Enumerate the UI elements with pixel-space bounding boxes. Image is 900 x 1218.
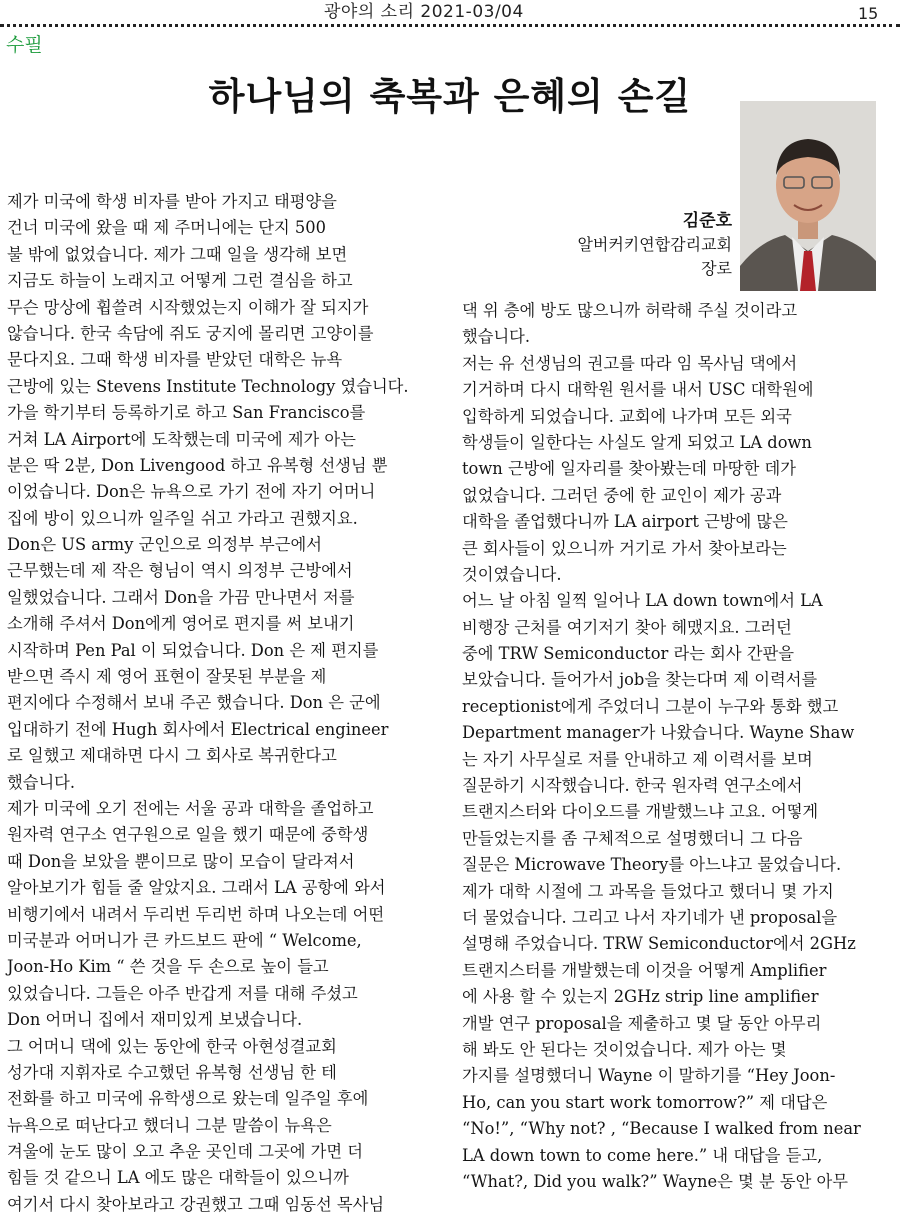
text-line: Ho, can you start work tomorrow?” 제 대답은 [462, 1092, 828, 1112]
text-line: 는 자기 사무실로 저를 안내하고 제 이력서를 보며 [462, 749, 813, 769]
article-title: 하나님의 축복과 은혜의 손길 [208, 75, 692, 118]
page-number: 15 [858, 4, 879, 23]
page-header [0, 0, 900, 24]
text-line: 편지에다 수정해서 보내 주곤 했습니다. Don 은 군에 [7, 693, 381, 713]
text-line: 로 일했고 제대하면 다시 그 회사로 복귀한다고 [7, 746, 337, 766]
text-line: 성가대 지휘자로 수고했던 유복형 선생님 한 테 [7, 1062, 337, 1082]
text-line: 근무했는데 제 작은 형님이 역시 의정부 근방에서 [7, 561, 353, 581]
section-label: 수필 [6, 34, 43, 56]
text-line: 입대하기 전에 Hugh 회사에서 Electrical engineer [7, 719, 389, 739]
text-line: 그 어머니 댁에 있는 동안에 한국 아현성결교회 [7, 1036, 337, 1056]
text-line: Don은 US army 군인으로 의정부 부근에서 [7, 535, 322, 555]
text-line: Department manager가 나왔습니다. Wayne Shaw [462, 723, 855, 743]
text-line: 집에 방이 있으니까 일주일 쉬고 가라고 권했지요. [7, 508, 358, 528]
text-line: 만들었는지를 좀 구체적으로 설명했더니 그 다음 [462, 828, 803, 848]
text-line: 않습니다. 한국 속담에 쥐도 궁지에 몰리면 고양이를 [7, 323, 374, 343]
text-line: 트랜지스터를 개발했는데 이것을 어떻게 Amplifier [462, 960, 827, 980]
text-line: 더 물었습니다. 그리고 나서 자기네가 낸 proposal을 [462, 907, 838, 927]
text-line: 여기서 다시 찾아보라고 강권했고 그때 임동선 목사님 [7, 1194, 385, 1214]
text-line: 무슨 망상에 휩쓸려 시작했었는지 이해가 잘 되지가 [7, 297, 369, 317]
text-line: 없었습니다. 그러던 중에 한 교인이 제가 공과 [462, 485, 782, 505]
text-line: Joon-Ho Kim “ 쓴 것을 두 손으로 높이 들고 [7, 957, 329, 977]
author-byline [472, 209, 732, 281]
text-line: 해 봐도 안 된다는 것이었습니다. 제가 아는 몇 [462, 1039, 787, 1059]
author-name: 김준호 [682, 211, 732, 231]
text-line: 에 사용 할 수 있는지 2GHz strip line amplifier [462, 987, 819, 1007]
text-line: 분은 딱 2분, Don Livengood 하고 유복형 선생님 뿐 [7, 455, 388, 475]
text-line: 이었습니다. Don은 뉴욕으로 가기 전에 자기 어머니 [7, 482, 376, 502]
text-line: 비행기에서 내려서 두리번 두리번 하며 나오는데 어떤 [7, 904, 385, 924]
text-line: 큰 회사들이 있으니까 거기로 가서 찾아보라는 [462, 538, 787, 558]
text-line: 시작하며 Pen Pal 이 되었습니다. Don 은 제 편지를 [7, 640, 379, 660]
text-line: 전화를 하고 미국에 유학생으로 왔는데 일주일 후에 [7, 1089, 369, 1109]
text-line: 힘들 것 같으니 LA 에도 많은 대학들이 있으니까 [7, 1168, 349, 1188]
text-line: 소개해 주셔서 Don에게 영어로 편지를 써 보내기 [7, 614, 355, 634]
text-line: 제가 미국에 학생 비자를 받아 가지고 태평양을 [7, 192, 337, 211]
text-line: 근방에 있는 Stevens Institute Technology 였습니다. [7, 376, 409, 396]
text-line: 보았습니다. 들어가서 job을 찾는다며 제 이력서를 [462, 670, 818, 690]
text-line: 학생들이 일한다는 사실도 알게 되었고 LA down [462, 432, 812, 452]
text-line: 했습니다. [462, 327, 531, 347]
text-line: 어느 날 아침 일찍 일어나 LA down town에서 LA [462, 591, 823, 611]
text-line: 질문은 Microwave Theory를 아느냐고 물었습니다. [462, 855, 842, 875]
text-line: 비행장 근처를 여기저기 찾아 헤맸지요. 그러던 [462, 617, 792, 637]
text-line: Don 어머니 집에서 재미있게 보냈습니다. [7, 1010, 303, 1030]
text-line: “No!”, “Why not? , “Because I walked from near [462, 1119, 861, 1139]
text-line: 가을 학기부터 등록하기로 하고 San Francisco를 [7, 403, 366, 423]
text-line: town 근방에 일자리를 찾아봤는데 마땅한 데가 [462, 459, 797, 479]
text-line: 설명해 주었습니다. TRW Semiconductor에서 2GHz [462, 934, 856, 954]
text-line: receptionist에게 주었더니 그분이 누구와 통화 했고 [462, 696, 839, 716]
text-line: 문다지요. 그때 학생 비자를 받았던 대학은 뉴욕 [7, 350, 343, 370]
author-position: 장로 [701, 259, 732, 278]
text-line: 가지를 설명했더니 Wayne 이 말하기를 “Hey Joon- [462, 1066, 836, 1086]
text-line: 트랜지스터와 다이오드를 개발했느냐 고요. 어떻게 [462, 802, 819, 822]
text-line: 거쳐 LA Airport에 도착했는데 미국에 제가 아는 [7, 429, 356, 449]
text-line: 일했었습니다. 그래서 Don을 가끔 만나면서 저를 [7, 587, 355, 607]
text-line: 개발 연구 proposal을 제출하고 몇 달 동안 아무리 [462, 1013, 822, 1033]
text-line: “What?, Did you walk?” Wayne은 몇 분 동안 아무 [462, 1171, 848, 1191]
right-column-text [462, 298, 892, 1195]
text-line: 건너 미국에 왔을 때 제 주머니에는 단지 500 [7, 218, 326, 238]
author-photo [740, 101, 876, 291]
text-line: 제가 미국에 오기 전에는 서울 공과 대학을 졸업하고 [7, 798, 374, 818]
text-line: 있었습니다. 그들은 아주 반갑게 저를 대해 주셨고 [7, 983, 358, 1003]
publication-title: 광야의 소리 2021-03/04 [324, 2, 524, 22]
text-line: LA down town to come here.” 내 대답을 듣고, [462, 1145, 823, 1165]
text-line: 지금도 하늘이 노래지고 어떻게 그런 결심을 하고 [7, 271, 353, 291]
text-line: 미국분과 어머니가 큰 카드보드 판에 “ Welcome, [7, 930, 362, 950]
header-divider [0, 24, 900, 27]
text-line: 뉴욕으로 떠난다고 했더니 그분 말씀이 뉴욕은 [7, 1115, 332, 1135]
text-line: 제가 대학 시절에 그 과목을 들었다고 했더니 몇 가지 [462, 881, 834, 901]
text-line: 겨울에 눈도 많이 오고 추운 곳인데 그곳에 가면 더 [7, 1142, 363, 1162]
text-line: 것이였습니다. [462, 564, 562, 584]
text-line: 중에 TRW Semiconductor 라는 회사 간판을 [462, 644, 794, 664]
text-line: 때 Don을 보았을 뿐이므로 많이 모습이 달라져서 [7, 851, 355, 871]
text-line: 알아보기가 힘들 줄 알았지요. 그래서 LA 공항에 와서 [7, 878, 386, 898]
text-line: 불 밖에 없었습니다. 제가 그때 일을 생각해 보면 [7, 244, 348, 264]
text-line: 질문하기 시작했습니다. 한국 원자력 연구소에서 [462, 776, 803, 796]
author-church: 알버커키연합감리교회 [577, 235, 732, 254]
text-line: 했습니다. [7, 772, 76, 792]
text-line: 입학하게 되었습니다. 교회에 나가며 모든 외국 [462, 406, 792, 426]
text-line: 저는 유 선생님의 권고를 따라 임 목사님 댁에서 [462, 353, 798, 373]
left-column-text [7, 189, 437, 1218]
text-line: 대학을 졸업했다니까 LA airport 근방에 많은 [462, 512, 788, 532]
text-line: 원자력 연구소 연구원으로 일을 했기 때문에 중학생 [7, 825, 369, 845]
text-line: 댁 위 층에 방도 많으니까 허락해 주실 것이라고 [462, 301, 798, 320]
text-line: 받으면 즉시 제 영어 표현이 잘못된 부분을 제 [7, 667, 327, 687]
text-line: 기거하며 다시 대학원 원서를 내서 USC 대학원에 [462, 380, 814, 400]
